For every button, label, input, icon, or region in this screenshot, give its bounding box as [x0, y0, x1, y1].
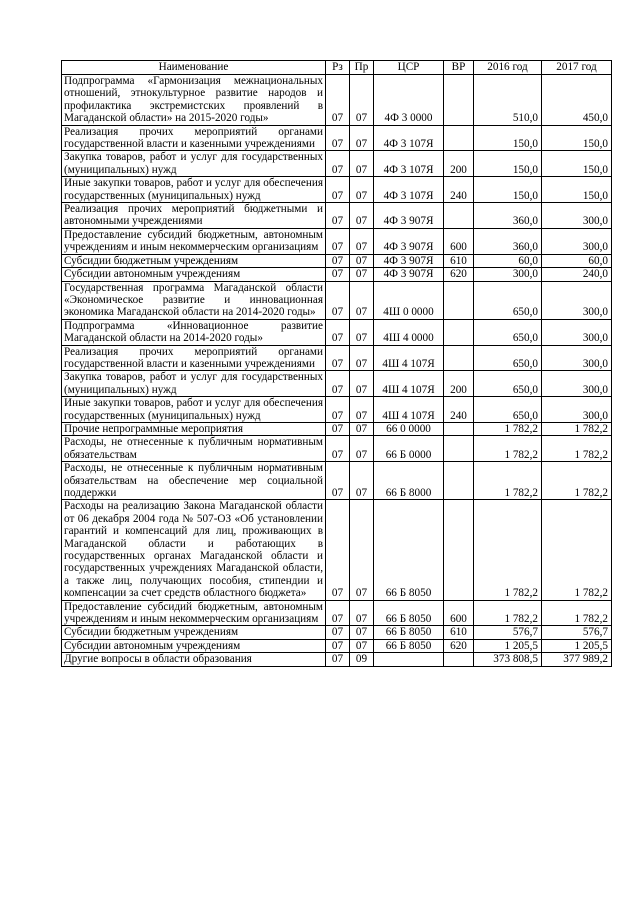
row-name: Субсидии бюджетным учреждениям: [62, 254, 326, 267]
row-rz: 07: [326, 203, 350, 229]
row-csr: 4Ф 3 107Я: [374, 125, 444, 151]
row-2017: 300,0: [542, 281, 612, 319]
row-vr: 200: [444, 151, 474, 177]
row-2017: 150,0: [542, 151, 612, 177]
row-csr: 4Ш 4 0000: [374, 319, 444, 345]
row-rz: 07: [326, 268, 350, 281]
table-row: [62, 228, 612, 254]
row-pr: 07: [350, 639, 374, 652]
row-pr: 07: [350, 177, 374, 203]
row-pr: 07: [350, 281, 374, 319]
row-name: Расходы, не отнесенные к публичным нормативным обязательствам: [62, 436, 326, 462]
row-rz: 07: [326, 254, 350, 267]
row-name: Предоставление субсидий бюджетным, автономным учреждениям и иным некоммерческим организациям: [62, 600, 326, 626]
table-row: [62, 75, 612, 126]
table-row: [62, 397, 612, 423]
row-2016: 60,0: [474, 254, 542, 267]
row-pr: 07: [350, 500, 374, 600]
row-rz: 07: [326, 281, 350, 319]
row-rz: 07: [326, 653, 350, 666]
row-name: Расходы на реализацию Закона Магаданской области от 06 декабря 2004 года № 507-ОЗ «Об установлении гарантий и компенсаций для лиц, проживающих в Магаданской области и работающих в государственных органах Магаданской области и государственных учреждениях Магаданской области, а также лиц, получающих пособия, стипендии и компенсации за счет средств областного бюджета»: [62, 500, 326, 600]
row-name: Иные закупки товаров, работ и услуг для обеспечения государственных (муниципальных) нужд: [62, 177, 326, 203]
row-vr: [444, 436, 474, 462]
row-2017: 60,0: [542, 254, 612, 267]
row-pr: 07: [350, 422, 374, 435]
row-csr: 4Ф 3 0000: [374, 75, 444, 126]
row-2017: 576,7: [542, 626, 612, 639]
row-rz: 07: [326, 228, 350, 254]
row-vr: 240: [444, 177, 474, 203]
row-2016: 650,0: [474, 345, 542, 371]
row-pr: 07: [350, 397, 374, 423]
row-2017: 300,0: [542, 371, 612, 397]
row-name: Субсидии автономным учреждениям: [62, 639, 326, 652]
row-csr: 4Ф 3 907Я: [374, 228, 444, 254]
row-2016: 150,0: [474, 177, 542, 203]
row-rz: 07: [326, 436, 350, 462]
row-csr: 4Ш 0 0000: [374, 281, 444, 319]
row-vr: [444, 500, 474, 600]
row-name: Предоставление субсидий бюджетным, автономным учреждениям и иным некоммерческим организациям: [62, 228, 326, 254]
row-pr: 07: [350, 203, 374, 229]
row-vr: 240: [444, 397, 474, 423]
row-name: Подпрограмма «Гармонизация межнациональных отношений, этнокультурное развитие народов и профилактика экстремистских проявлений в Магаданской области» на 2015-2020 годы»: [62, 75, 326, 126]
row-rz: 07: [326, 626, 350, 639]
table-row: [62, 203, 612, 229]
table-row: [62, 254, 612, 267]
row-vr: 610: [444, 254, 474, 267]
row-vr: [444, 319, 474, 345]
row-name: Закупка товаров, работ и услуг для государственных (муниципальных) нужд: [62, 151, 326, 177]
row-2016: 650,0: [474, 281, 542, 319]
row-2016: 360,0: [474, 203, 542, 229]
row-vr: [444, 75, 474, 126]
row-name: Расходы, не отнесенные к публичным нормативным обязательствам на обеспечение мер социальной поддержки: [62, 462, 326, 500]
row-vr: 620: [444, 639, 474, 652]
row-pr: 07: [350, 125, 374, 151]
row-2016: 1 782,2: [474, 462, 542, 500]
row-vr: [444, 345, 474, 371]
table-row: [62, 639, 612, 652]
row-2016: 1 782,2: [474, 436, 542, 462]
row-vr: [444, 281, 474, 319]
row-2016: 150,0: [474, 151, 542, 177]
row-2017: 300,0: [542, 319, 612, 345]
table-row: [62, 345, 612, 371]
budget-table: [61, 60, 612, 667]
row-pr: 07: [350, 600, 374, 626]
row-name: Реализация прочих мероприятий органами государственной власти и казенными учреждениями: [62, 345, 326, 371]
table-row: [62, 500, 612, 600]
row-2017: 1 782,2: [542, 600, 612, 626]
row-csr: 66 Б 8050: [374, 600, 444, 626]
row-rz: 07: [326, 319, 350, 345]
row-pr: 07: [350, 462, 374, 500]
table-row: [62, 281, 612, 319]
row-vr: [444, 203, 474, 229]
row-2017: 150,0: [542, 125, 612, 151]
row-vr: [444, 462, 474, 500]
row-2016: 650,0: [474, 319, 542, 345]
row-pr: 07: [350, 75, 374, 126]
row-csr: 4Ф 3 107Я: [374, 151, 444, 177]
row-2017: 1 782,2: [542, 436, 612, 462]
row-rz: 07: [326, 422, 350, 435]
row-csr: 4Ф 3 907Я: [374, 203, 444, 229]
table-row: [62, 268, 612, 281]
table-row: [62, 653, 612, 666]
row-name: Реализация прочих мероприятий бюджетными и автономными учреждениями: [62, 203, 326, 229]
row-2016: 300,0: [474, 268, 542, 281]
row-csr: 66 Б 8050: [374, 626, 444, 639]
header-row: [62, 61, 612, 75]
row-2017: 1 782,2: [542, 422, 612, 435]
row-vr: 200: [444, 371, 474, 397]
row-pr: 07: [350, 345, 374, 371]
header-2017: 2017 год: [542, 61, 612, 75]
row-csr: 4Ш 4 107Я: [374, 371, 444, 397]
header-2016: 2016 год: [474, 61, 542, 75]
row-2016: 150,0: [474, 125, 542, 151]
row-pr: 07: [350, 268, 374, 281]
table-row: [62, 600, 612, 626]
row-2017: 150,0: [542, 177, 612, 203]
row-2016: 576,7: [474, 626, 542, 639]
row-csr: 66 0 0000: [374, 422, 444, 435]
row-pr: 07: [350, 626, 374, 639]
row-rz: 07: [326, 462, 350, 500]
table-row: [62, 371, 612, 397]
row-2016: 360,0: [474, 228, 542, 254]
row-2016: 1 782,2: [474, 422, 542, 435]
table-row: [62, 462, 612, 500]
row-name: Иные закупки товаров, работ и услуг для обеспечения государственных (муниципальных) нужд: [62, 397, 326, 423]
row-name: Другие вопросы в области образования: [62, 653, 326, 666]
row-2017: 300,0: [542, 228, 612, 254]
row-csr: 66 Б 8000: [374, 462, 444, 500]
header-csr: ЦСР: [374, 61, 444, 75]
row-pr: 07: [350, 371, 374, 397]
row-2016: 373 808,5: [474, 653, 542, 666]
row-rz: 07: [326, 345, 350, 371]
row-name: Субсидии автономным учреждениям: [62, 268, 326, 281]
row-2016: 1 782,2: [474, 500, 542, 600]
row-csr: 66 Б 8050: [374, 500, 444, 600]
row-2017: 1 782,2: [542, 500, 612, 600]
table-row: [62, 319, 612, 345]
row-name: Закупка товаров, работ и услуг для государственных (муниципальных) нужд: [62, 371, 326, 397]
row-2017: 450,0: [542, 75, 612, 126]
table-row: [62, 422, 612, 435]
row-name: Государственная программа Магаданской области «Экономическое развитие и инновационная экономика Магаданской области на 2014-2020 годы»: [62, 281, 326, 319]
row-vr: [444, 653, 474, 666]
row-pr: 07: [350, 254, 374, 267]
row-vr: [444, 422, 474, 435]
row-rz: 07: [326, 125, 350, 151]
table-row: [62, 626, 612, 639]
row-rz: 07: [326, 371, 350, 397]
row-rz: 07: [326, 500, 350, 600]
row-2016: 650,0: [474, 397, 542, 423]
row-name: Субсидии бюджетным учреждениям: [62, 626, 326, 639]
row-2017: 1 782,2: [542, 462, 612, 500]
row-rz: 07: [326, 151, 350, 177]
header-name: Наименование: [62, 61, 326, 75]
row-vr: 610: [444, 626, 474, 639]
table-row: [62, 151, 612, 177]
row-2017: 300,0: [542, 345, 612, 371]
row-pr: 09: [350, 653, 374, 666]
table-row: [62, 436, 612, 462]
row-2016: 1 205,5: [474, 639, 542, 652]
row-csr: 4Ф 3 907Я: [374, 254, 444, 267]
row-name: Реализация прочих мероприятий органами государственной власти и казенными учреждениями: [62, 125, 326, 151]
row-2017: 300,0: [542, 397, 612, 423]
row-csr: 4Ф 3 907Я: [374, 268, 444, 281]
row-vr: 620: [444, 268, 474, 281]
header-pr: Пр: [350, 61, 374, 75]
row-2017: 240,0: [542, 268, 612, 281]
row-2016: 510,0: [474, 75, 542, 126]
row-2017: 1 205,5: [542, 639, 612, 652]
row-csr: 4Ш 4 107Я: [374, 345, 444, 371]
row-name: Прочие непрограммные мероприятия: [62, 422, 326, 435]
row-2017: 377 989,2: [542, 653, 612, 666]
row-rz: 07: [326, 600, 350, 626]
row-vr: 600: [444, 600, 474, 626]
row-pr: 07: [350, 436, 374, 462]
row-rz: 07: [326, 177, 350, 203]
row-2016: 650,0: [474, 371, 542, 397]
row-rz: 07: [326, 397, 350, 423]
header-vr: ВР: [444, 61, 474, 75]
row-csr: 4Ш 4 107Я: [374, 397, 444, 423]
row-2017: 300,0: [542, 203, 612, 229]
row-2016: 1 782,2: [474, 600, 542, 626]
row-pr: 07: [350, 228, 374, 254]
row-vr: [444, 125, 474, 151]
row-csr: [374, 653, 444, 666]
header-rz: Рз: [326, 61, 350, 75]
row-csr: 66 Б 0000: [374, 436, 444, 462]
row-csr: 4Ф 3 107Я: [374, 177, 444, 203]
row-csr: 66 Б 8050: [374, 639, 444, 652]
row-name: Подпрограмма «Инновационное развитие Магаданской области на 2014-2020 годы»: [62, 319, 326, 345]
row-rz: 07: [326, 639, 350, 652]
row-rz: 07: [326, 75, 350, 126]
table-row: [62, 125, 612, 151]
row-vr: 600: [444, 228, 474, 254]
table-row: [62, 177, 612, 203]
row-pr: 07: [350, 151, 374, 177]
row-pr: 07: [350, 319, 374, 345]
